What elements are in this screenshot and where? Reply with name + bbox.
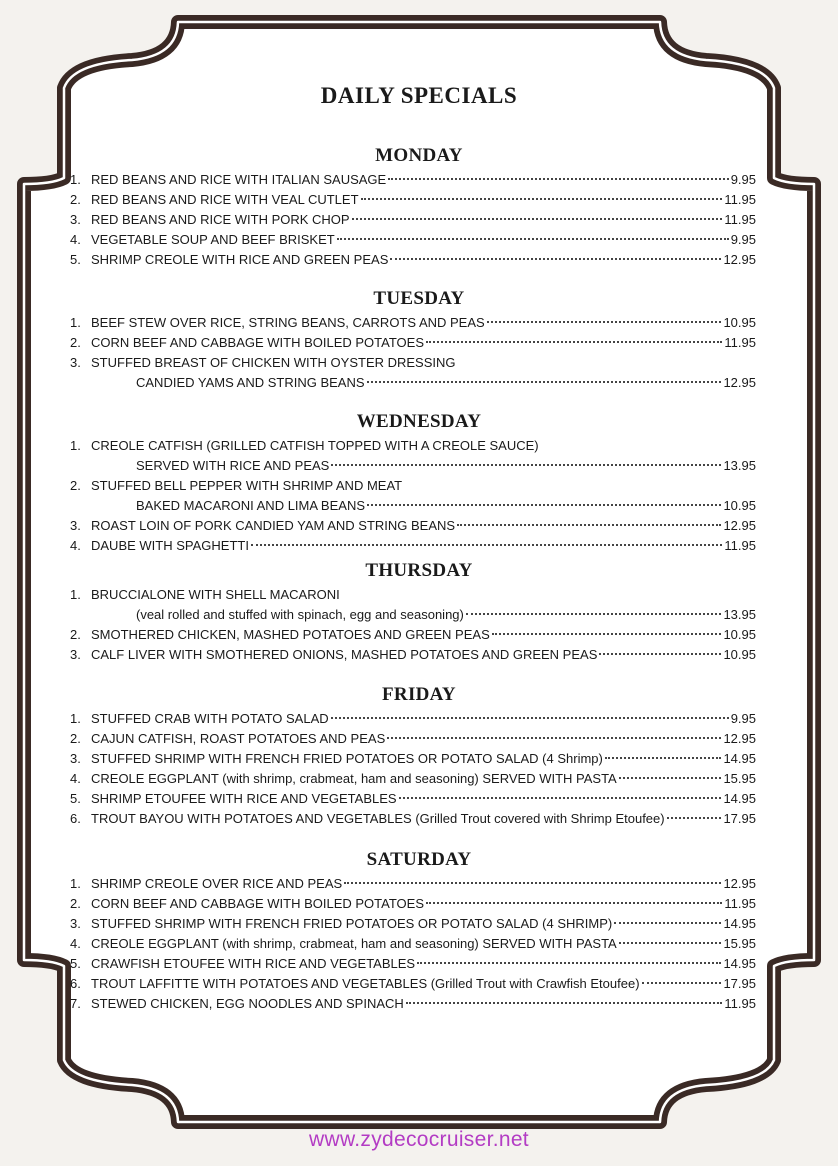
item-name: CREOLE EGGPLANT (with shrimp, crabmeat, ham and seasoning) SERVED WITH PASTA bbox=[91, 936, 617, 951]
item-price: 11.95 bbox=[724, 335, 756, 350]
dot-leader bbox=[344, 882, 721, 884]
item-number: 7. bbox=[70, 996, 81, 1011]
dot-leader bbox=[642, 982, 722, 984]
item-name: CREOLE CATFISH (GRILLED CATFISH TOPPED WITH A CREOLE SAUCE) bbox=[91, 438, 539, 453]
dot-leader bbox=[251, 544, 722, 546]
day-heading: WEDNESDAY bbox=[356, 411, 482, 432]
item-number: 3. bbox=[70, 916, 81, 931]
item-price: 12.95 bbox=[723, 375, 756, 390]
day-heading: SATURDAY bbox=[366, 849, 472, 870]
item-price: 15.95 bbox=[723, 936, 756, 951]
item-price: 15.95 bbox=[723, 771, 756, 786]
menu-item bbox=[70, 789, 756, 809]
menu-item bbox=[70, 874, 756, 894]
item-price: 9.95 bbox=[730, 711, 756, 726]
menu-item bbox=[70, 313, 756, 333]
item-number: 3. bbox=[70, 212, 81, 227]
dot-leader bbox=[619, 777, 722, 779]
menu-item bbox=[70, 190, 756, 210]
menu-item bbox=[70, 476, 756, 496]
menu-item bbox=[70, 894, 756, 914]
item-name: CORN BEEF AND CABBAGE WITH BOILED POTATOES bbox=[91, 896, 425, 911]
item-name: ROAST LOIN OF PORK CANDIED YAM AND STRING BEANS bbox=[91, 518, 456, 533]
day-heading: MONDAY bbox=[375, 145, 463, 166]
menu-item bbox=[70, 536, 756, 556]
menu-item bbox=[70, 170, 756, 190]
dot-leader bbox=[417, 962, 721, 964]
item-number: 3. bbox=[70, 355, 81, 370]
item-number: 6. bbox=[70, 811, 81, 826]
item-number: 3. bbox=[70, 751, 81, 766]
dot-leader bbox=[457, 524, 721, 526]
item-price: 13.95 bbox=[723, 607, 756, 622]
dot-leader bbox=[605, 757, 722, 759]
item-number: 1. bbox=[70, 438, 81, 453]
item-name: CAJUN CATFISH, ROAST POTATOES AND PEAS bbox=[91, 731, 386, 746]
dot-leader bbox=[361, 198, 723, 200]
item-name: BRUCCIALONE WITH SHELL MACARONI bbox=[91, 587, 340, 602]
menu-item bbox=[70, 250, 756, 270]
menu-item bbox=[70, 749, 756, 769]
item-price: 10.95 bbox=[723, 498, 756, 513]
dot-leader bbox=[487, 321, 722, 323]
dot-leader bbox=[492, 633, 722, 635]
item-price: 10.95 bbox=[723, 315, 756, 330]
menu-item-continuation bbox=[70, 373, 756, 393]
item-price: 10.95 bbox=[723, 627, 756, 642]
item-name: BEEF STEW OVER RICE, STRING BEANS, CARROTS AND PEAS bbox=[91, 315, 485, 330]
item-price: 11.95 bbox=[724, 996, 756, 1011]
item-number: 4. bbox=[70, 936, 81, 951]
item-number: 4. bbox=[70, 538, 81, 553]
item-description: BAKED MACARONI AND LIMA BEANS bbox=[136, 498, 366, 513]
dot-leader bbox=[466, 613, 722, 615]
menu-item bbox=[70, 516, 756, 536]
dot-leader bbox=[352, 218, 723, 220]
dot-leader bbox=[599, 653, 721, 655]
item-number: 1. bbox=[70, 587, 81, 602]
menu-item bbox=[70, 974, 756, 994]
item-name: STUFFED SHRIMP WITH FRENCH FRIED POTATOES OR POTATO SALAD (4 Shrimp) bbox=[91, 751, 603, 766]
item-number: 3. bbox=[70, 647, 81, 662]
item-price: 10.95 bbox=[723, 647, 756, 662]
item-price: 12.95 bbox=[723, 876, 756, 891]
dot-leader bbox=[619, 942, 722, 944]
item-number: 2. bbox=[70, 478, 81, 493]
menu-item bbox=[70, 333, 756, 353]
item-number: 5. bbox=[70, 791, 81, 806]
item-name: STUFFED BELL PEPPER WITH SHRIMP AND MEAT bbox=[91, 478, 403, 493]
item-number: 5. bbox=[70, 252, 81, 267]
item-price: 11.95 bbox=[724, 538, 756, 553]
dot-leader bbox=[390, 258, 721, 260]
item-description: CANDIED YAMS AND STRING BEANS bbox=[136, 375, 365, 390]
item-number: 3. bbox=[70, 518, 81, 533]
item-name: CORN BEEF AND CABBAGE WITH BOILED POTATOES bbox=[91, 335, 425, 350]
item-name: SHRIMP ETOUFEE WITH RICE AND VEGETABLES bbox=[91, 791, 397, 806]
item-price: 13.95 bbox=[723, 458, 756, 473]
item-description: (veal rolled and stuffed with spinach, egg and seasoning) bbox=[136, 607, 464, 622]
menu-item bbox=[70, 353, 756, 373]
item-price: 17.95 bbox=[723, 976, 756, 991]
menu-item bbox=[70, 230, 756, 250]
item-number: 2. bbox=[70, 192, 81, 207]
dot-leader bbox=[399, 797, 722, 799]
item-number: 1. bbox=[70, 876, 81, 891]
item-price: 17.95 bbox=[723, 811, 756, 826]
dot-leader bbox=[367, 504, 721, 506]
item-price: 14.95 bbox=[723, 916, 756, 931]
item-price: 12.95 bbox=[723, 252, 756, 267]
item-price: 9.95 bbox=[730, 232, 756, 247]
item-name: TROUT BAYOU WITH POTATOES AND VEGETABLES (Grilled Trout covered with Shrimp Etoufee) bbox=[91, 811, 665, 826]
item-name: RED BEANS AND RICE WITH PORK CHOP bbox=[91, 212, 350, 227]
dot-leader bbox=[426, 341, 722, 343]
dot-leader bbox=[667, 817, 722, 819]
dot-leader bbox=[426, 902, 722, 904]
menu-item bbox=[70, 809, 756, 829]
item-name: RED BEANS AND RICE WITH ITALIAN SAUSAGE bbox=[91, 172, 387, 187]
item-name: STUFFED BREAST OF CHICKEN WITH OYSTER DRESSING bbox=[91, 355, 456, 370]
item-number: 2. bbox=[70, 731, 81, 746]
menu-item bbox=[70, 769, 756, 789]
item-name: CREOLE EGGPLANT (with shrimp, crabmeat, ham and seasoning) SERVED WITH PASTA bbox=[91, 771, 617, 786]
menu-item-continuation bbox=[70, 605, 756, 625]
dot-leader bbox=[387, 737, 721, 739]
item-number: 2. bbox=[70, 627, 81, 642]
item-number: 6. bbox=[70, 976, 81, 991]
item-name: STUFFED SHRIMP WITH FRENCH FRIED POTATOES OR POTATO SALAD (4 SHRIMP) bbox=[91, 916, 613, 931]
item-price: 14.95 bbox=[723, 751, 756, 766]
day-heading: THURSDAY bbox=[365, 560, 473, 581]
item-price: 11.95 bbox=[724, 192, 756, 207]
item-name: SMOTHERED CHICKEN, MASHED POTATOES AND GREEN PEAS bbox=[91, 627, 490, 642]
item-price: 11.95 bbox=[724, 212, 756, 227]
menu-item bbox=[70, 994, 756, 1014]
day-heading: FRIDAY bbox=[382, 684, 456, 705]
item-name: DAUBE WITH SPAGHETTI bbox=[91, 538, 249, 553]
item-name: CALF LIVER WITH SMOTHERED ONIONS, MASHED POTATOES AND GREEN PEAS bbox=[91, 647, 598, 662]
menu-item bbox=[70, 729, 756, 749]
item-description: SERVED WITH RICE AND PEAS bbox=[136, 458, 330, 473]
item-number: 2. bbox=[70, 335, 81, 350]
item-number: 4. bbox=[70, 771, 81, 786]
dot-leader bbox=[388, 178, 728, 180]
item-price: 12.95 bbox=[723, 518, 756, 533]
dot-leader bbox=[614, 922, 721, 924]
menu-item-continuation bbox=[70, 456, 756, 476]
dot-leader bbox=[331, 717, 729, 719]
dot-leader bbox=[331, 464, 721, 466]
item-name: STUFFED CRAB WITH POTATO SALAD bbox=[91, 711, 329, 726]
menu-item-continuation bbox=[70, 496, 756, 516]
item-name: STEWED CHICKEN, EGG NOODLES AND SPINACH bbox=[91, 996, 404, 1011]
item-price: 11.95 bbox=[724, 896, 756, 911]
item-price: 14.95 bbox=[723, 791, 756, 806]
item-name: CRAWFISH ETOUFEE WITH RICE AND VEGETABLES bbox=[91, 956, 416, 971]
item-number: 1. bbox=[70, 315, 81, 330]
item-number: 1. bbox=[70, 172, 81, 187]
item-price: 9.95 bbox=[730, 172, 756, 187]
menu-item bbox=[70, 914, 756, 934]
item-number: 1. bbox=[70, 711, 81, 726]
menu-item bbox=[70, 625, 756, 645]
item-name: RED BEANS AND RICE WITH VEAL CUTLET bbox=[91, 192, 359, 207]
item-price: 12.95 bbox=[723, 731, 756, 746]
menu-item bbox=[70, 585, 756, 605]
item-name: VEGETABLE SOUP AND BEEF BRISKET bbox=[91, 232, 335, 247]
dot-leader bbox=[367, 381, 722, 383]
dot-leader bbox=[406, 1002, 723, 1004]
menu-title: DAILY SPECIALS bbox=[320, 83, 518, 108]
item-number: 2. bbox=[70, 896, 81, 911]
day-heading: TUESDAY bbox=[373, 288, 465, 309]
menu-item bbox=[70, 210, 756, 230]
item-number: 5. bbox=[70, 956, 81, 971]
item-name: TROUT LAFFITTE WITH POTATOES AND VEGETABLES (Grilled Trout with Crawfish Etoufee) bbox=[91, 976, 640, 991]
item-number: 4. bbox=[70, 232, 81, 247]
item-name: SHRIMP CREOLE WITH RICE AND GREEN PEAS bbox=[91, 252, 389, 267]
menu-item bbox=[70, 645, 756, 665]
item-price: 14.95 bbox=[723, 956, 756, 971]
menu-item bbox=[70, 709, 756, 729]
menu-item bbox=[70, 436, 756, 456]
item-name: SHRIMP CREOLE OVER RICE AND PEAS bbox=[91, 876, 343, 891]
menu-item bbox=[70, 934, 756, 954]
dot-leader bbox=[337, 238, 729, 240]
website-watermark[interactable]: www.zydecocruiser.net bbox=[309, 1128, 529, 1151]
menu-item bbox=[70, 954, 756, 974]
